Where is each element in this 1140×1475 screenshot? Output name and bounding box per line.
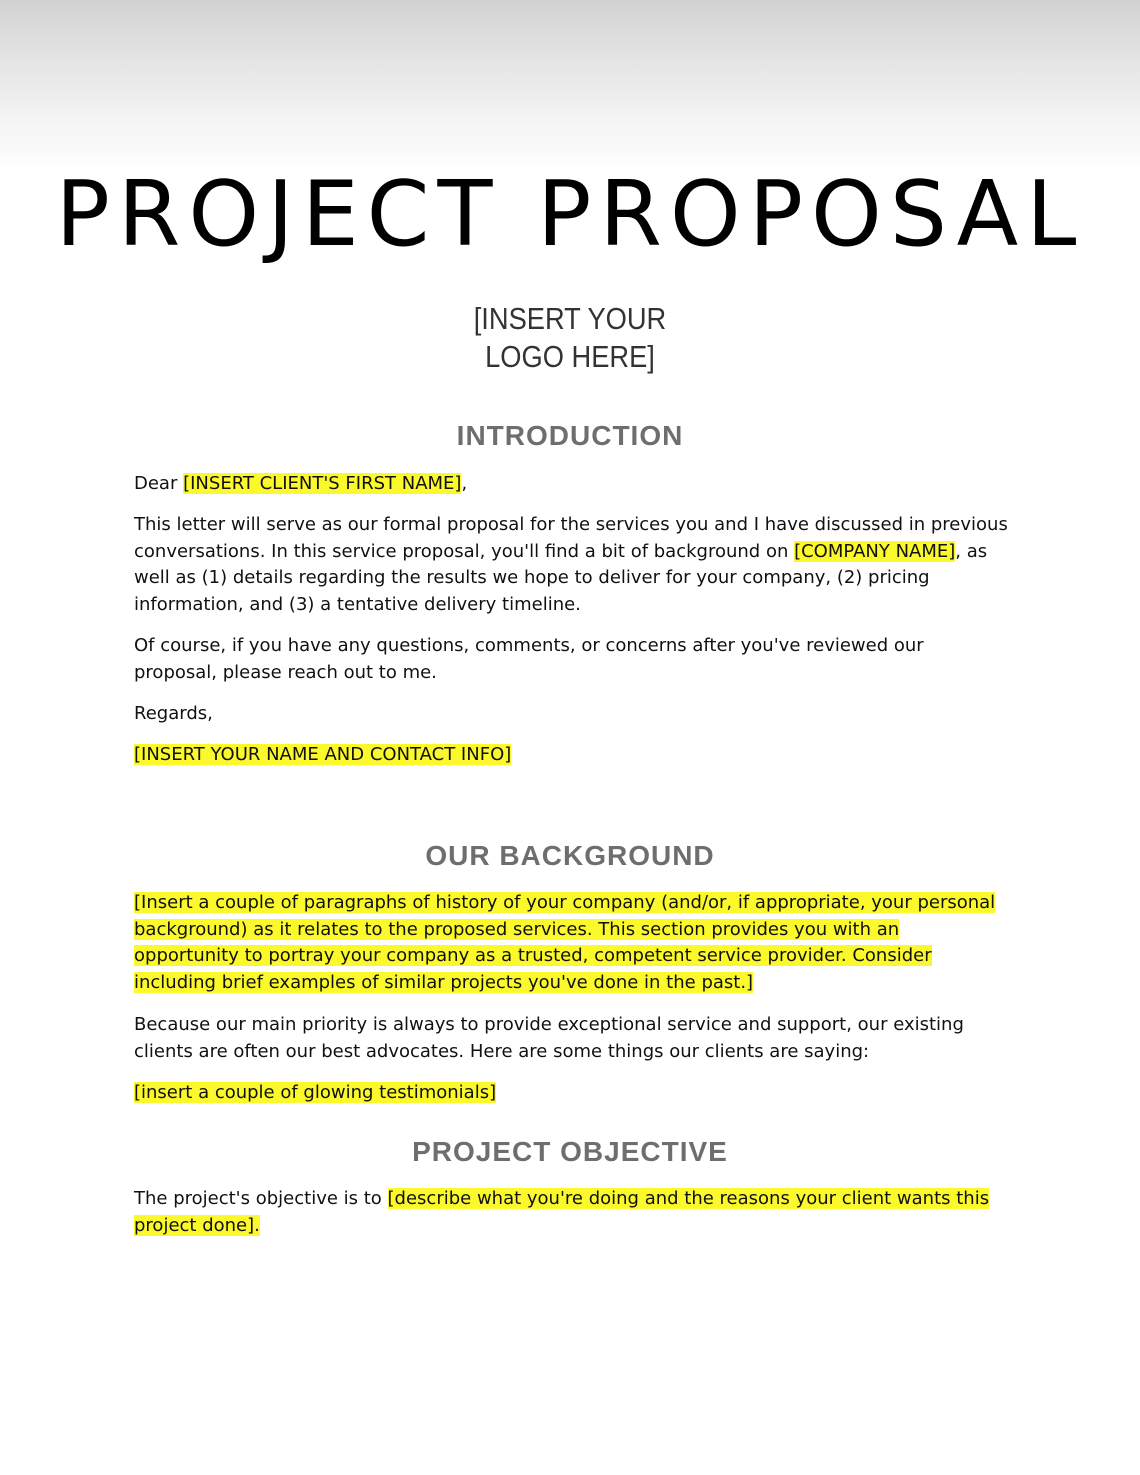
introduction-heading: INTRODUCTION [456,420,684,451]
greeting-line [134,471,1009,498]
intro-para1-part1: This letter will serve as our formal proposal for the services you and I have discussed in previous conversations. In this service proposal, you'll find a bit of background on [134,514,1008,562]
objective-prefix: The project's objective is to [134,1188,388,1209]
testimonials-placeholder: [insert a couple of glowing testimonials] [134,1082,497,1103]
testimonials-intro-paragraph: Because our main priority is always to provide exceptional service and support, our existing clients are often our best advocates. Here are some things our clients are saying: [134,1014,964,1062]
greeting-suffix: , [461,473,468,494]
background-history-paragraph [134,890,1009,997]
objective-suffix: . [254,1214,260,1236]
objective-placeholder: [describe what you're doing and the reasons your client wants this project done] [134,1188,990,1236]
objective-paragraph [134,1186,1009,1239]
introduction-paragraph-1 [134,512,1009,619]
company-name-placeholder: [COMPANY NAME] [794,540,956,562]
logo-placeholder-line-2: LOGO HERE] [485,339,655,374]
objective-heading: PROJECT OBJECTIVE [412,1136,728,1167]
closing-line: Regards, [134,703,213,724]
greeting-prefix: Dear [134,473,184,494]
testimonials-line [134,1080,1009,1107]
logo-placeholder [68,300,1071,376]
client-name-placeholder: [INSERT CLIENT'S FIRST NAME] [183,473,462,494]
name-contact-placeholder: [INSERT YOUR NAME AND CONTACT INFO] [134,744,512,765]
history-placeholder: [Insert a couple of paragraphs of history of your company (and/or, if appropriate, your personal background) as it relates to the proposed services. This section provides you with an opportunity to portray your company as a trusted, competent service provider. Consider including brief examples of similar projects you've done in the past.] [134,892,996,994]
document-title: PROJECT PROPOSAL [55,162,1085,267]
introduction-paragraph-2: Of course, if you have any questions, comments, or concerns after you've reviewed our proposal, please reach out to me. [134,635,924,683]
logo-placeholder-line-1: [INSERT YOUR [473,301,667,336]
background-heading: OUR BACKGROUND [425,840,715,871]
signature-line [134,742,1009,769]
intro-para1-part2: , as well as (1) details regarding the results we hope to deliver for your company, (2) pricing information, and (3) a tentative delivery timeline. [134,540,988,616]
